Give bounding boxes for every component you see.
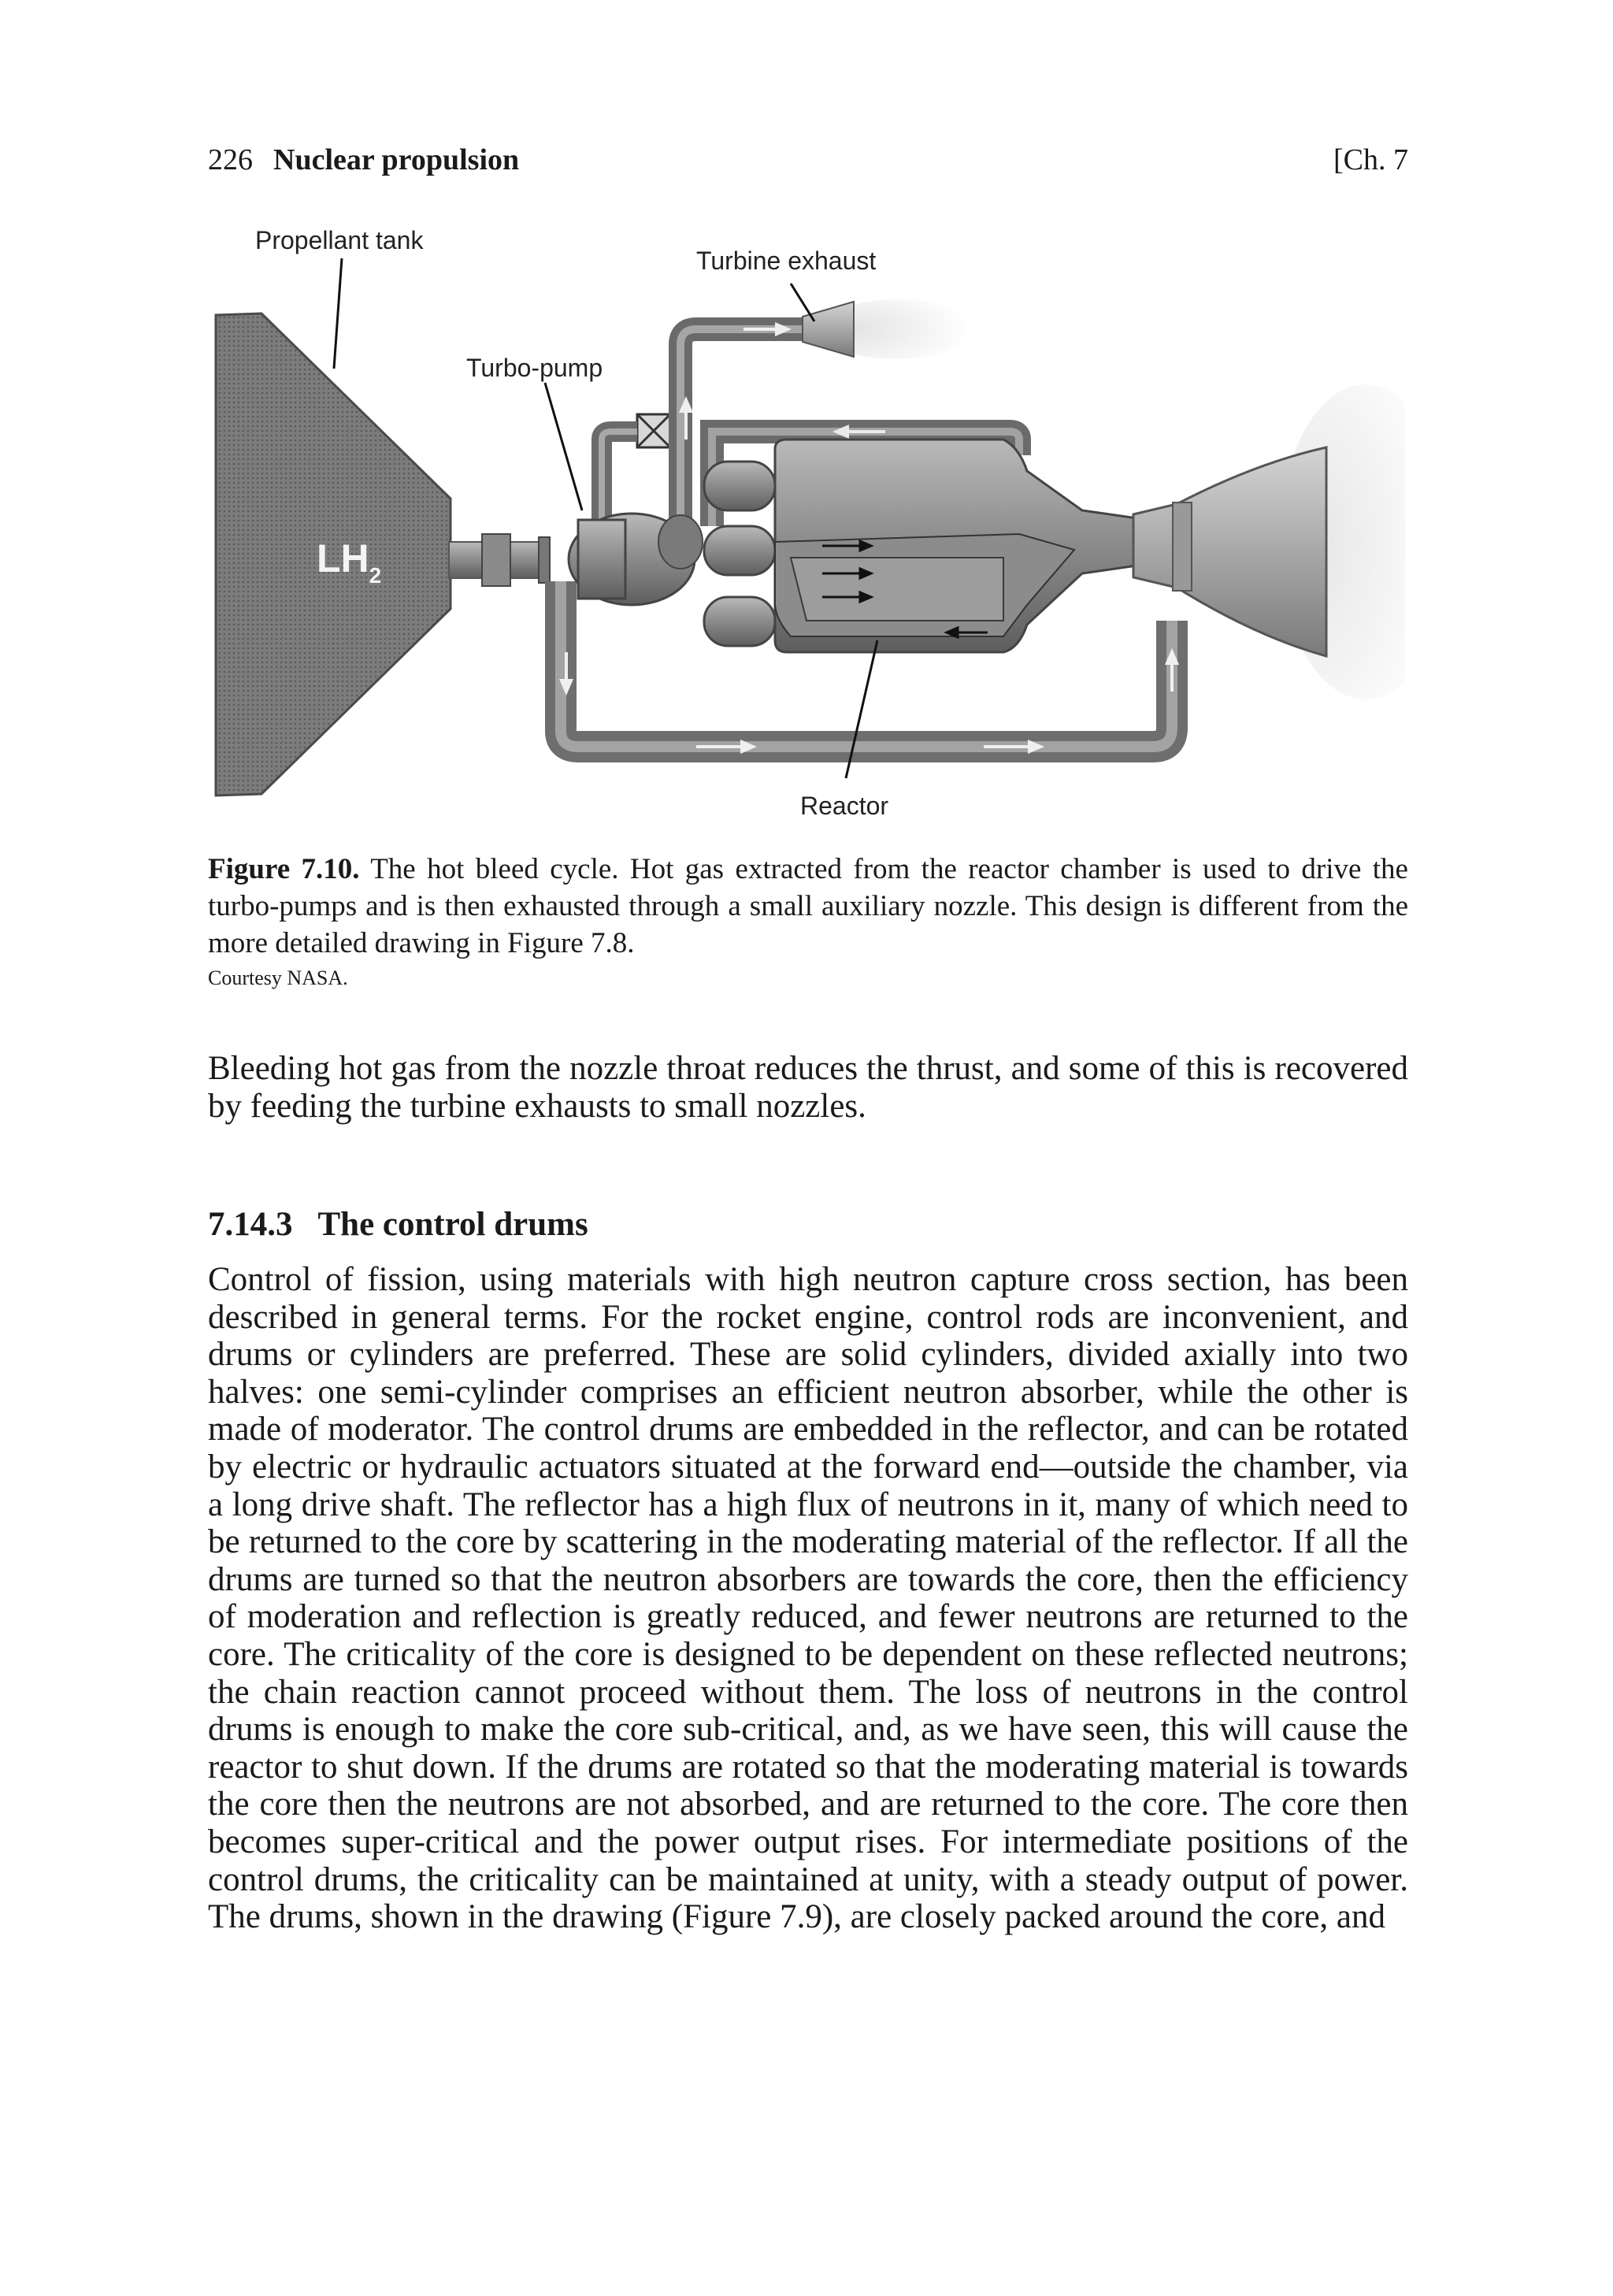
figure-hot-bleed-cycle bbox=[208, 211, 1405, 841]
chapter-label: [Ch. 7 bbox=[1333, 143, 1408, 176]
figure-number: Figure 7.10. bbox=[208, 853, 360, 885]
nozzle-throat-ring bbox=[1173, 503, 1192, 591]
lh2-label: $LH_2$ bbox=[317, 536, 382, 588]
reactor-label: Reactor bbox=[800, 792, 889, 820]
section-title: The control drums bbox=[317, 1206, 588, 1243]
section-number: 7.14.3 bbox=[208, 1206, 293, 1243]
pipe-coupling bbox=[539, 537, 550, 583]
body-paragraph-1: Bleeding hot gas from the nozzle throat reduces the thrust, and some of this is recovered by feeding the turbine exhausts to small nozzles. bbox=[208, 1050, 1408, 1125]
page-number: 226 bbox=[208, 143, 253, 176]
engine-diagram bbox=[208, 211, 1405, 841]
drum-actuators bbox=[704, 462, 775, 646]
turbo-pump-label: Turbo-pump bbox=[466, 354, 603, 382]
reactor-core bbox=[791, 558, 1003, 621]
figure-credit: Courtesy NASA. bbox=[208, 966, 348, 989]
figure-caption bbox=[208, 851, 1408, 962]
section-heading bbox=[208, 1203, 588, 1247]
running-head bbox=[208, 140, 1408, 180]
caption-text: The hot bleed cycle. Hot gas extracted from the reactor chamber is used to drive the turbo-pumps and is then exhausted through a small auxiliary nozzle. This design is different from the more detailed drawing in Figure 7.8. bbox=[208, 853, 1408, 959]
pipe-flange bbox=[482, 534, 510, 586]
auxiliary-nozzle bbox=[803, 302, 854, 357]
running-title: Nuclear propulsion bbox=[273, 143, 520, 176]
turbine-exhaust-label: Turbine exhaust bbox=[696, 247, 877, 275]
body-paragraph-2: Control of fission, using materials with high neutron capture cross section, has been described in general terms. For the rocket engine, control rods are inconvenient, and drums or cylinders are preferred. These are solid cylinders, divided axially into two halves: one semi-cylinder comprises an efficient neutron absorber, while the other is made of moderator. The control drums are embedded in the reflector, and can be rotated by electric or hydraulic actuators situated at the forward end—outside the chamber, via a long drive shaft. The reflector has a high flux of neutrons in it, many of which need to be returned to the core by scattering in the moderating material of the reflector. If all the drums are turned so that the neutron absorbers are towards the core, then the efficiency of moderation and reflection is greatly reduced, and fewer neutrons are returned to the core. The criticality of the core is designed to be dependent on these reflected neutrons; the chain reaction cannot proceed without them. The loss of neutrons in the control drums is enough to make the core sub-critical, and, as we have seen, this will cause the reactor to shut down. If the drums are rotated so that the moderating material is towards the core then the neutrons are not absorbed, and are returned to the core. The core then becomes super-critical and the power output rises. For intermediate positions of the control drums, the criticality can be maintained at unity, with a steady output of power. The drums, shown in the drawing (Figure 7.9), are closely packed around the core, and bbox=[208, 1261, 1408, 1936]
propellant-tank-label: Propellant tank bbox=[255, 226, 424, 254]
